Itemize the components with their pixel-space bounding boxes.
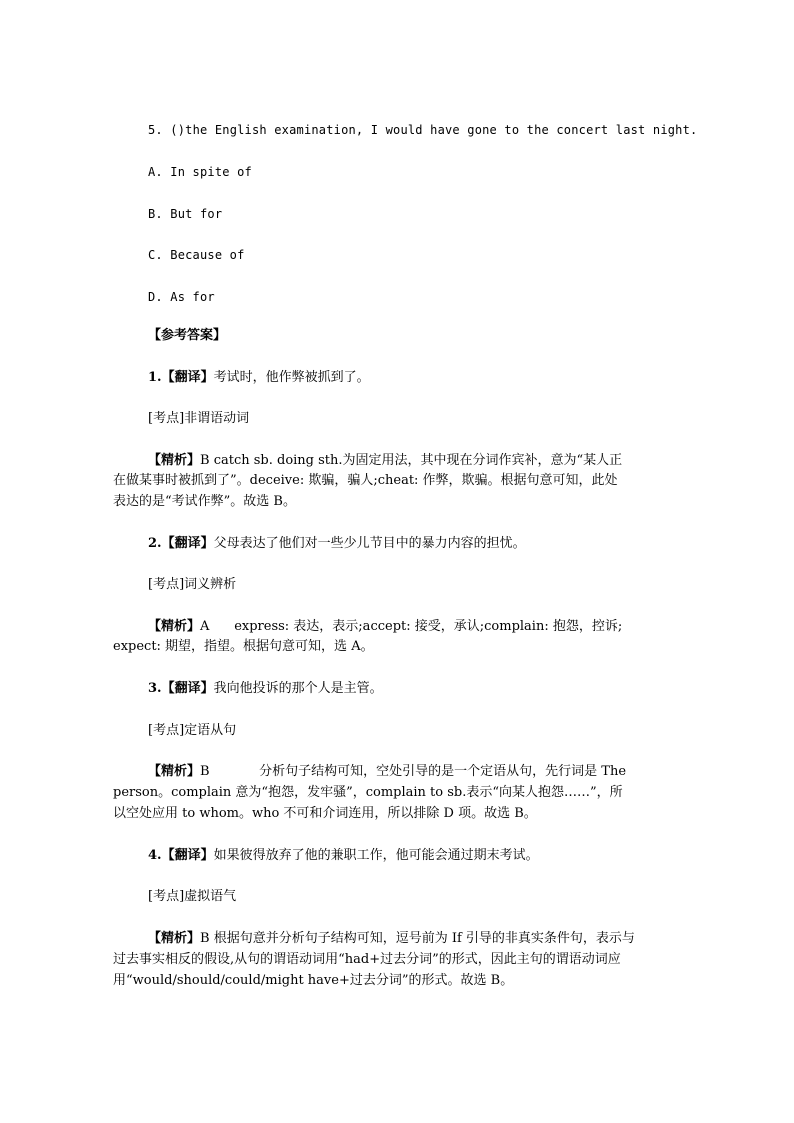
answer-4-translate-text: 如果彼得放弃了他的兼职工作，他可能会通过期末考试。 xyxy=(213,848,539,863)
option-a: A. In spite of xyxy=(148,165,252,179)
option-d: D. As for xyxy=(148,290,215,304)
answer-1-point: [考点]非谓语动词 xyxy=(148,411,250,426)
answer-4-analysis-text-1: B 根据句意并分析句子结构可知，逗号前为 If 引导的非真实条件句，表示与 xyxy=(200,931,635,946)
answer-4-analysis-line-2: 过去事实相反的假设,从句的谓语动词用“had+过去分词”的形式，因此主句的谓语动词应 xyxy=(113,952,621,967)
answer-3-analysis-line-3: 以空处应用 to whom。who 不可和介词连用，所以排除 D 项。故选 B。 xyxy=(113,806,537,821)
answer-1-analysis-label: 【精析】 xyxy=(148,453,201,468)
question-stem xyxy=(148,120,697,140)
answer-4-analysis-line-3: 用“would/should/could/might have+过去分词”的形式。故选 B。 xyxy=(113,973,514,988)
answer-1-translate-text: 考试时，他作弊被抓到了。 xyxy=(213,370,370,385)
answer-2-translate xyxy=(148,534,526,554)
answer-1-translate-label: 1.【翻译】 xyxy=(148,370,214,385)
answers-heading: 【参考答案】 xyxy=(148,328,227,343)
answer-1-analysis-line-3: 表达的是“考试作弊”。故选 B。 xyxy=(113,494,296,509)
answer-3-analysis-text-1: B 分析句子结构可知，空处引导的是一个定语从句，先行词是 The xyxy=(200,764,627,779)
answer-2-analysis-line-1 xyxy=(148,617,622,637)
answer-2-analysis-text-1: A express: 表达，表示;accept: 接受，承认;complain: 抱怨，控诉; xyxy=(200,619,623,634)
answer-3-point: [考点]定语从句 xyxy=(148,723,237,738)
answer-1-analysis-text-1: B catch sb. doing sth.为固定用法，其中现在分词作宾补，意为“某人正 xyxy=(200,453,623,468)
answer-2-translate-text: 父母表达了他们对一些少儿节目中的暴力内容的担忧。 xyxy=(213,536,526,551)
question-number: 5. xyxy=(148,123,163,137)
question-text: ()the English examination, I would have gone to the concert last night. xyxy=(170,123,698,137)
answer-1-analysis-line-1 xyxy=(148,451,622,471)
answer-1-analysis-line-2: 在做某事时被抓到了”。deceive: 欺骗，骗人;cheat: 作弊，欺骗。根据句意可知，此处 xyxy=(113,473,618,488)
answer-3-translate-text: 我向他投诉的那个人是主管。 xyxy=(213,681,383,696)
option-b: B. But for xyxy=(148,207,223,221)
answer-3-analysis-line-1 xyxy=(148,762,626,782)
answer-4-translate-label: 4.【翻译】 xyxy=(148,848,214,863)
option-c: C. Because of xyxy=(148,248,245,262)
answer-2-analysis-line-2: expect: 期望，指望。根据句意可知，选 A。 xyxy=(113,639,374,654)
answer-3-translate xyxy=(148,679,383,699)
answer-4-analysis-label: 【精析】 xyxy=(148,931,201,946)
answer-4-translate xyxy=(148,846,539,866)
answer-3-analysis-line-2: person。complain 意为“抱怨，发牢骚”，complain to sb.表示“向某人抱怨……”，所 xyxy=(113,785,623,800)
answer-2-translate-label: 2.【翻译】 xyxy=(148,536,214,551)
answer-2-analysis-label: 【精析】 xyxy=(148,619,201,634)
answer-3-translate-label: 3.【翻译】 xyxy=(148,681,214,696)
answer-4-analysis-line-1 xyxy=(148,929,635,949)
answer-1-translate xyxy=(148,368,370,388)
answer-2-point: [考点]词义辨析 xyxy=(148,577,237,592)
answer-3-analysis-label: 【精析】 xyxy=(148,764,201,779)
answer-4-point: [考点]虚拟语气 xyxy=(148,889,237,904)
